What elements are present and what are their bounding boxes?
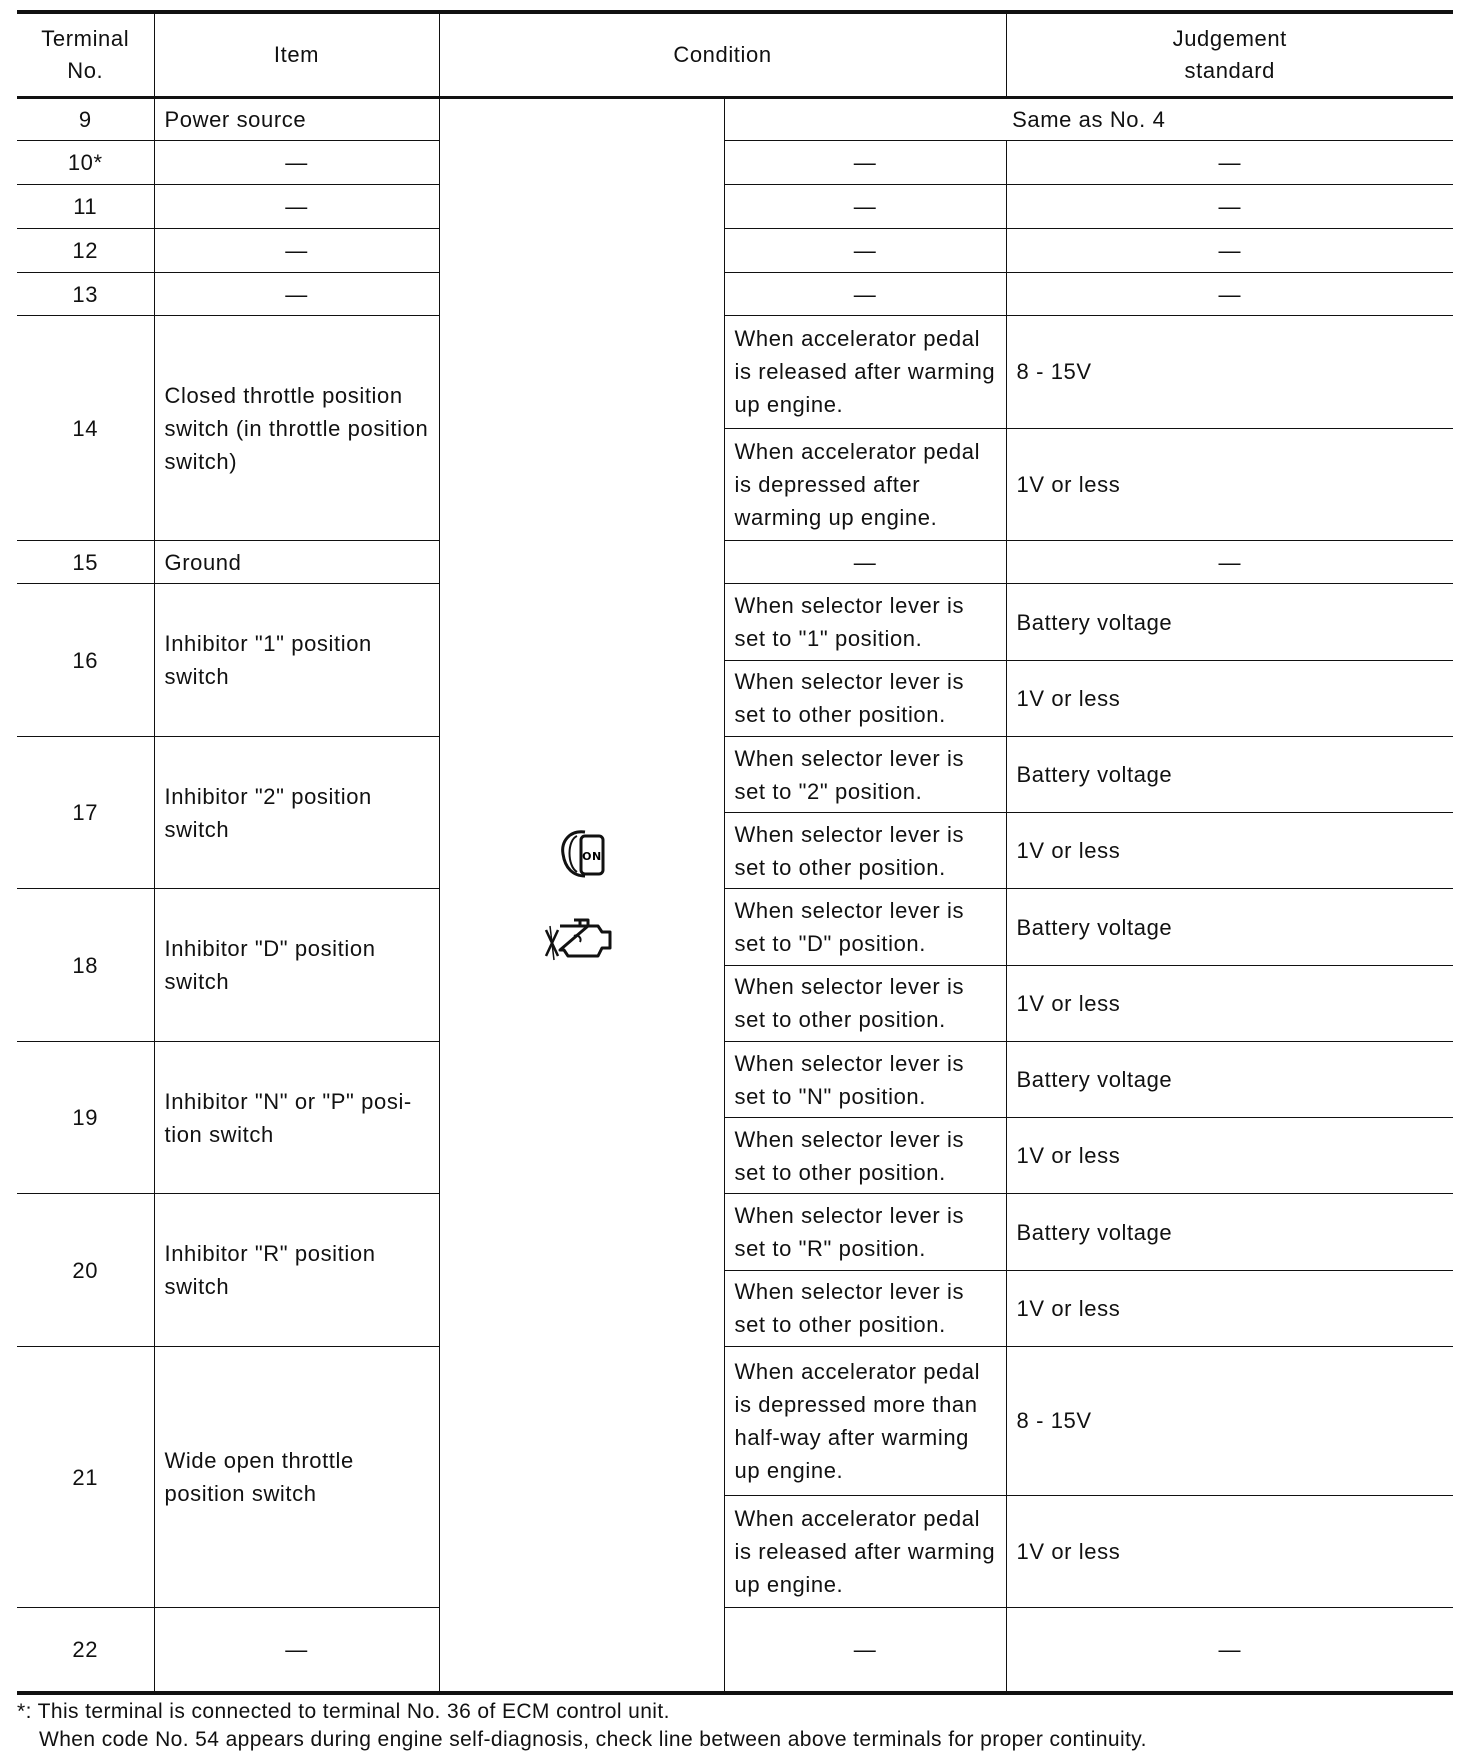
table-row [17, 1041, 1453, 1117]
terminal-no: 14 [17, 316, 154, 540]
header-condition: Condition [439, 12, 1006, 97]
judgement-cell: — [1006, 540, 1453, 584]
judgement-cell: 1V or less [1006, 1118, 1453, 1194]
item-cell: Inhibitor "R" position switch [154, 1194, 439, 1347]
terminal-no: 19 [17, 1041, 154, 1194]
condition-cell: When selector lever is set to other position. [724, 965, 1006, 1041]
header-judgement [1006, 12, 1453, 97]
terminal-no: 18 [17, 889, 154, 1042]
condition-cell: When selector lever is set to "2" position. [724, 736, 1006, 812]
condition-cell: — [724, 1608, 1006, 1693]
table-row [17, 736, 1453, 812]
judgement-cell: 1V or less [1006, 1270, 1453, 1346]
condition-cell: — [724, 540, 1006, 584]
item-cell: Closed throttle position switch (in throttle position switch) [154, 316, 439, 540]
terminal-no: 15 [17, 540, 154, 584]
condition-cell: When accelerator pedal is released after warming up engine. [724, 1496, 1006, 1608]
terminal-spec-table [17, 10, 1453, 1695]
condition-cell: — [724, 228, 1006, 272]
terminal-no: 9 [17, 97, 154, 141]
svg-text:ON: ON [581, 849, 602, 863]
item-cell: Inhibitor "2" position switch [154, 736, 439, 889]
table-row [17, 185, 1453, 229]
terminal-no: 20 [17, 1194, 154, 1347]
table-row [17, 316, 1453, 428]
judgement-cell: 1V or less [1006, 1496, 1453, 1608]
item-cell: — [154, 141, 439, 185]
terminal-no: 16 [17, 584, 154, 737]
judgement-cell: 8 - 15V [1006, 1346, 1453, 1495]
terminal-no: 22 [17, 1608, 154, 1693]
judgement-cell: 1V or less [1006, 660, 1453, 736]
item-cell: — [154, 185, 439, 229]
condition-cell: When accelerator pedal is released after warming up engine. [724, 316, 1006, 428]
condition-cell: When selector lever is set to other position. [724, 1118, 1006, 1194]
item-cell: — [154, 272, 439, 316]
engine-running-icon [542, 908, 622, 964]
header-item: Item [154, 12, 439, 97]
condition-cell: When accelerator pedal is depressed more than half-way after warming up engine. [724, 1346, 1006, 1495]
condition-cell: When selector lever is set to other position. [724, 813, 1006, 889]
item-cell: Wide open throttle position switch [154, 1346, 439, 1607]
table-row [17, 272, 1453, 316]
judgement-cell: Battery voltage [1006, 1041, 1453, 1117]
table-row [17, 97, 1453, 141]
judgement-cell: — [1006, 141, 1453, 185]
table-row [17, 584, 1453, 660]
table-header-row [17, 12, 1453, 97]
header-terminal-line2: No. [67, 57, 104, 83]
judgement-cell: 1V or less [1006, 965, 1453, 1041]
judgement-cell: 8 - 15V [1006, 316, 1453, 428]
item-cell: — [154, 228, 439, 272]
terminal-no: 13 [17, 272, 154, 316]
header-terminal-line1: Terminal [41, 25, 130, 51]
judgement-cell: — [1006, 228, 1453, 272]
condition-cell: When selector lever is set to other position. [724, 1270, 1006, 1346]
footnote-line1: *: This terminal is connected to terminal No. 36 of ECM control unit. [17, 1700, 670, 1723]
ignition-on-icon [542, 826, 622, 882]
header-terminal-no [17, 12, 154, 97]
judgement-cell: Battery voltage [1006, 736, 1453, 812]
table-row [17, 889, 1453, 965]
terminal-no: 10* [17, 141, 154, 185]
judgement-cell: Battery voltage [1006, 1194, 1453, 1270]
table-row [17, 1346, 1453, 1495]
condition-cell: When selector lever is set to "N" position. [724, 1041, 1006, 1117]
item-cell: — [154, 1608, 439, 1693]
table-row [17, 1608, 1453, 1693]
terminal-no: 12 [17, 228, 154, 272]
condition-cell: — [724, 272, 1006, 316]
judgement-cell: — [1006, 185, 1453, 229]
judgement-cell: Battery voltage [1006, 889, 1453, 965]
table-row [17, 1194, 1453, 1270]
item-cell: Inhibitor "1" position switch [154, 584, 439, 737]
condition-cell: When selector lever is set to "D" position. [724, 889, 1006, 965]
header-judgement-line1: Judgement [1172, 25, 1287, 51]
condition-cell: When selector lever is set to "R" position. [724, 1194, 1006, 1270]
condition-cell: When selector lever is set to "1" position. [724, 584, 1006, 660]
footnote [17, 1698, 1453, 1754]
terminal-no: 17 [17, 736, 154, 889]
condition-cell: When selector lever is set to other position. [724, 660, 1006, 736]
header-judgement-line2: standard [1184, 57, 1275, 83]
table-row [17, 141, 1453, 185]
table-row [17, 540, 1453, 584]
judgement-cell: 1V or less [1006, 813, 1453, 889]
table-row [17, 228, 1453, 272]
condition-cell: — [724, 141, 1006, 185]
judgement-cell: 1V or less [1006, 428, 1453, 540]
condition-cell: When accelerator pedal is depressed after warming up engine. [724, 428, 1006, 540]
item-cell: Inhibitor "D" position switch [154, 889, 439, 1042]
item-cell: Inhibitor "N" or "P" posi-tion switch [154, 1041, 439, 1194]
judgement-cell: — [1006, 1608, 1453, 1693]
terminal-no: 21 [17, 1346, 154, 1607]
judgement-cell: Same as No. 4 [724, 97, 1453, 141]
item-cell: Ground [154, 540, 439, 584]
judgement-cell: Battery voltage [1006, 584, 1453, 660]
footnote-line2: When code No. 54 appears during engine self-diagnosis, check line between above terminals for proper continuity. [39, 1728, 1147, 1751]
item-cell: Power source [154, 97, 439, 141]
condition-icons-cell [439, 97, 724, 1693]
terminal-no: 11 [17, 185, 154, 229]
condition-cell: — [724, 185, 1006, 229]
judgement-cell: — [1006, 272, 1453, 316]
